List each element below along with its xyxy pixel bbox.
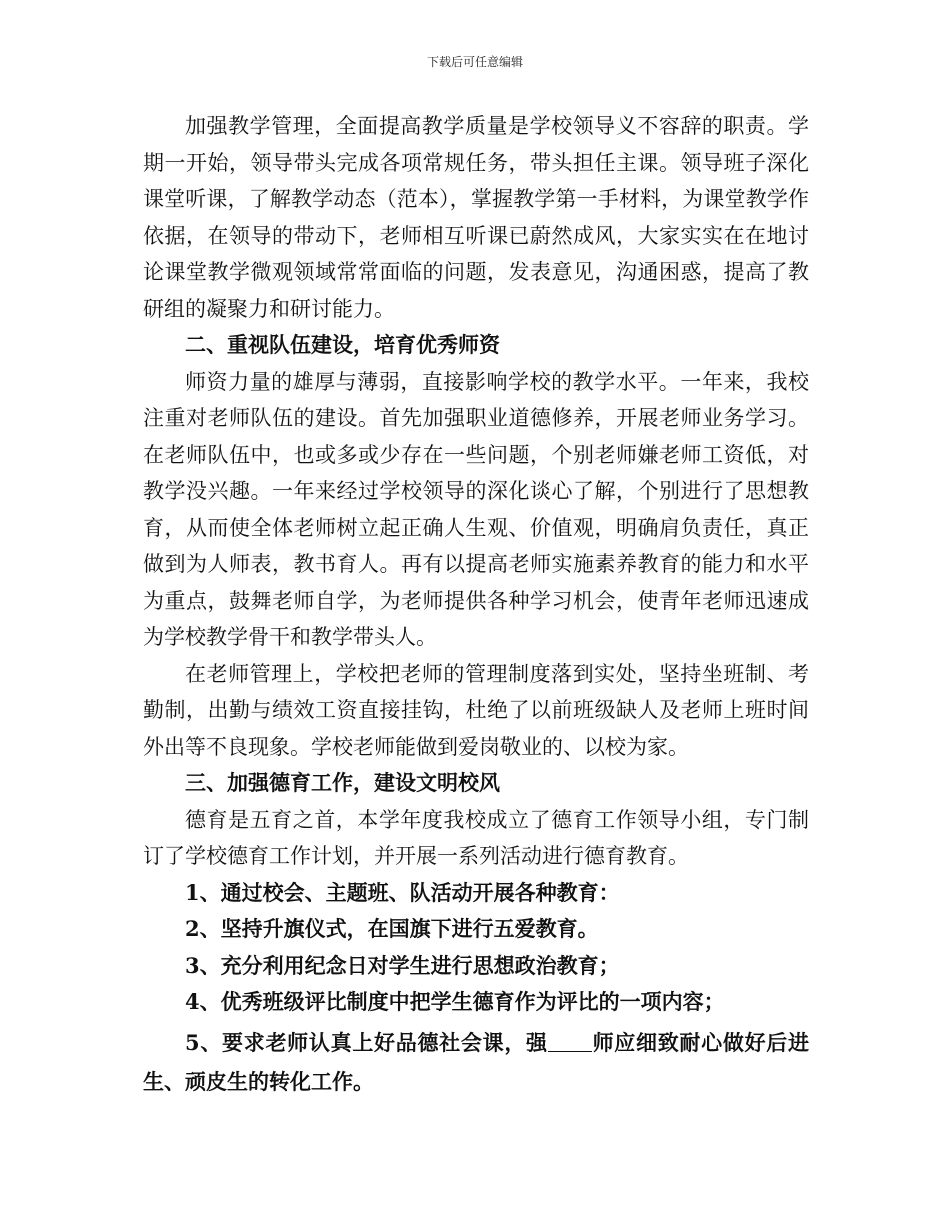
section-heading-3: 三、加强德育工作，建设文明校风: [185, 770, 500, 795]
list-item-4: 4、优秀班级评比制度中把学生德育作为评比的一项内容；: [185, 989, 725, 1014]
page-header: 下载后可任意编辑: [426, 55, 523, 69]
paragraph-teaching-management: 加强教学管理，全面提高教学质量是学校领导义不容辞的职责。学期一开始，领导带头完成各项常规任务，带头担任主课。领导班子深化课堂听课，了解教学动态（范本），掌握教学第一手材料，为课堂教学作依据，在领导的带动下，老师相互听课已蔚然成风，大家实实在在地讨论课堂教学微观领域常常面临的问题，发表意见，沟通困惑，提高了教研组的凝聚力和研讨能力。: [143, 114, 809, 321]
list-item-2: 2、坚持升旗仪式，在国旗下进行五爱教育。: [185, 916, 599, 941]
list-item-5-text-before: 5、要求老师认真上好品德社会课，强: [185, 1029, 548, 1055]
paragraph-teacher-management: 在老师管理上，学校把老师的管理制度落到实处，坚持坐班制、考勤制，出勤与绩效工资直接挂钩，杜绝了以前班级缺人及老师上班时间外出等不良现象。学校老师能做到爱岗敬业的、以校为家。: [143, 661, 809, 759]
paragraph-moral-education: 德育是五育之首，本学年度我校成立了德育工作领导小组，专门制订了学校德育工作计划，并开展一系列活动进行德育教育。: [143, 807, 809, 868]
paragraph-teacher-strength: 师资力量的雄厚与薄弱，直接影响学校的教学水平。一年来，我校注重对老师队伍的建设。首先加强职业道德修养，开展老师业务学习。在老师队伍中，也或多或少存在一些问题，个别老师嫌老师工资低，对教学没兴趣。一年来经过学校领导的深化谈心了解，个别进行了思想教育，从而使全体老师树立起正确人生观、价值观，明确肩负责任，真正做到为人师表，教书育人。再有以提高老师实施素养教育的能力和水平为重点，鼓舞老师自学，为老师提供各种学习机会，使青年老师迅速成为学校教学骨干和教学带头人。: [143, 369, 809, 649]
document-body: [143, 108, 809, 1101]
list-item-5: [143, 1023, 809, 1101]
list-item-3: 3、充分利用纪念日对学生进行思想政治教育；: [185, 952, 620, 978]
section-heading-2: 二、重视队伍建设，培育优秀师资: [185, 332, 500, 357]
list-item-1: 1、通过校会、主题班、队活动开展各种教育：: [185, 879, 620, 905]
list-item-5-text-after: 师应细致耐心做好后进生、顽皮生的转化工作。: [143, 1029, 809, 1094]
fill-in-blank: [548, 1032, 592, 1052]
